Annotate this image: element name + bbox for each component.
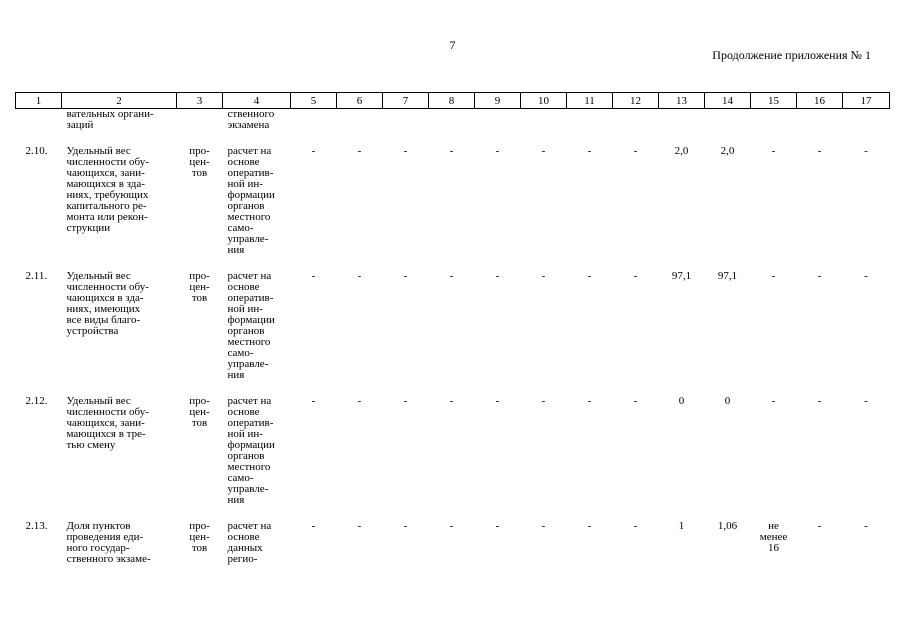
table-row: [16, 146, 890, 256]
value-cell: [613, 109, 659, 132]
column-header-9: 9: [475, 93, 521, 109]
value-cell: [843, 396, 890, 506]
value-cell-text: -: [633, 145, 638, 157]
page-number: 7: [449, 38, 456, 52]
value-cell-text: -: [864, 395, 868, 407]
value-cell-text: -: [449, 145, 454, 157]
value-cell-text: -: [817, 145, 822, 157]
column-header-4: 4: [223, 93, 291, 109]
value-cell-text: 2,0: [720, 145, 735, 157]
calculation-method: [223, 521, 291, 565]
value-cell: [383, 271, 429, 381]
column-header-7: 7: [383, 93, 429, 109]
value-cell-text: -: [771, 145, 776, 157]
calculation-method-text: расчет на основе оператив- ной ин- формации органов местного само- управле- ния: [227, 145, 275, 256]
value-cell: [705, 396, 751, 506]
value-cell: [613, 146, 659, 256]
value-cell-text: 97,1: [717, 270, 738, 282]
column-header-2: 2: [62, 93, 177, 109]
value-cell-text: 0: [678, 395, 685, 407]
value-cell: [567, 521, 613, 565]
value-cell: [797, 521, 843, 565]
value-cell: [429, 396, 475, 506]
value-cell: [291, 271, 337, 381]
value-cell: [843, 521, 890, 565]
value-cell: [843, 271, 890, 381]
value-cell-text: -: [771, 270, 776, 282]
value-cell-text: -: [357, 395, 362, 407]
column-header-10: 10: [521, 93, 567, 109]
value-cell-text: -: [449, 270, 454, 282]
value-cell-text: -: [587, 270, 592, 282]
row-spacer: [16, 381, 890, 396]
unit-of-measure-text: про- цен- тов: [189, 520, 210, 554]
value-cell: [291, 396, 337, 506]
value-cell-text: не менее 16: [759, 520, 788, 554]
value-cell: [521, 146, 567, 256]
value-cell-text: 2,0: [674, 145, 689, 157]
indicator-name: [62, 146, 177, 256]
value-cell-text: -: [541, 395, 546, 407]
value-cell: [291, 146, 337, 256]
calculation-method-text: расчет на основе данных регио-: [227, 520, 272, 565]
value-cell: [659, 109, 705, 132]
value-cell: [843, 146, 890, 256]
value-cell-text: -: [449, 520, 454, 532]
value-cell-text: -: [403, 145, 408, 157]
column-header-3: 3: [177, 93, 223, 109]
value-cell: [475, 146, 521, 256]
value-cell: [659, 271, 705, 381]
value-cell-text: -: [311, 270, 316, 282]
calculation-method-text: ственного экзамена: [227, 108, 275, 131]
value-cell-text: -: [495, 145, 500, 157]
value-cell: [613, 396, 659, 506]
column-header-16: 16: [797, 93, 843, 109]
value-cell-text: -: [311, 395, 316, 407]
indicator-name: [62, 109, 177, 132]
value-cell: [797, 271, 843, 381]
value-cell-text: -: [403, 520, 408, 532]
row-spacer-cell: [16, 256, 890, 271]
value-cell-text: 97,1: [671, 270, 692, 282]
indicator-name-text: Удельный вес численности обу- чающихся, зани- мающихся в тре- тью смену: [66, 395, 149, 451]
value-cell-text: -: [864, 270, 868, 282]
header-row: [16, 93, 890, 109]
column-header-13: 13: [659, 93, 705, 109]
value-cell: [429, 109, 475, 132]
value-cell-text: -: [864, 145, 868, 157]
unit-of-measure: [177, 109, 223, 132]
value-cell: [705, 521, 751, 565]
value-cell: [705, 109, 751, 132]
value-cell: [751, 109, 797, 132]
column-header-14: 14: [705, 93, 751, 109]
value-cell-text: -: [541, 520, 546, 532]
indicator-name-text: вательных органи- заций: [66, 108, 154, 131]
value-cell: [751, 146, 797, 256]
unit-of-measure-text: про- цен- тов: [189, 145, 210, 179]
row-spacer: [16, 506, 890, 521]
unit-of-measure: [177, 396, 223, 506]
value-cell: [521, 109, 567, 132]
value-cell-text: -: [311, 520, 316, 532]
indicator-name-text: Удельный вес численности обу- чающихся в зда- ниях, имеющих все виды благо- устройства: [66, 270, 149, 337]
row-spacer-cell: [16, 381, 890, 396]
value-cell: [475, 271, 521, 381]
table-row: [16, 271, 890, 381]
calculation-method: [223, 396, 291, 506]
value-cell: [475, 521, 521, 565]
value-cell: [521, 271, 567, 381]
row-number: [16, 271, 62, 381]
value-cell: [659, 521, 705, 565]
value-cell: [521, 521, 567, 565]
value-cell: [567, 146, 613, 256]
value-cell: [475, 109, 521, 132]
table-row: [16, 396, 890, 506]
value-cell-text: -: [633, 395, 638, 407]
indicator-name-text: Удельный вес численности обу- чающихся, зани- мающихся в зда- ниях, требующих капитального ре- монта или рекон- струкции: [66, 145, 149, 234]
value-cell-text: -: [633, 270, 638, 282]
value-cell: [843, 109, 890, 132]
value-cell: [613, 271, 659, 381]
value-cell-text: -: [587, 520, 592, 532]
value-cell-text: -: [541, 270, 546, 282]
value-cell: [291, 109, 337, 132]
column-header-15: 15: [751, 93, 797, 109]
column-header-1: 1: [16, 93, 62, 109]
value-cell: [429, 271, 475, 381]
value-cell: [383, 521, 429, 565]
value-cell: [751, 271, 797, 381]
value-cell-text: 1,06: [717, 520, 738, 532]
value-cell: [337, 146, 383, 256]
row-number: [16, 521, 62, 565]
value-cell-text: -: [495, 395, 500, 407]
value-cell-text: -: [357, 270, 362, 282]
value-cell-text: -: [449, 395, 454, 407]
value-cell: [659, 396, 705, 506]
value-cell-text: -: [817, 395, 822, 407]
value-cell-text: -: [864, 520, 868, 532]
value-cell: [751, 521, 797, 565]
value-cell-text: 1: [678, 520, 685, 532]
value-cell: [383, 109, 429, 132]
value-cell: [521, 396, 567, 506]
row-spacer: [16, 256, 890, 271]
table-row: [16, 521, 890, 565]
value-cell-text: -: [357, 520, 362, 532]
indicator-name: [62, 396, 177, 506]
row-number-text: 2.11.: [25, 270, 48, 282]
value-cell-text: -: [495, 270, 500, 282]
indicator-name: [62, 271, 177, 381]
value-cell-text: -: [587, 145, 592, 157]
unit-of-measure: [177, 521, 223, 565]
value-cell: [337, 109, 383, 132]
value-cell: [751, 396, 797, 506]
value-cell: [475, 396, 521, 506]
value-cell: [383, 146, 429, 256]
indicator-name-text: Доля пунктов проведения еди- ного государ- ственного экзаме-: [66, 520, 151, 565]
row-number: [16, 109, 62, 132]
row-spacer-cell: [16, 131, 890, 146]
column-header-8: 8: [429, 93, 475, 109]
calculation-method: [223, 146, 291, 256]
column-header-11: 11: [567, 93, 613, 109]
value-cell: [659, 146, 705, 256]
row-number-text: 2.12.: [25, 395, 48, 407]
value-cell: [797, 109, 843, 132]
value-cell-text: -: [403, 270, 408, 282]
value-cell: [613, 521, 659, 565]
calculation-method: [223, 271, 291, 381]
unit-of-measure: [177, 146, 223, 256]
value-cell-text: -: [633, 520, 638, 532]
value-cell-text: -: [311, 145, 316, 157]
value-cell: [291, 521, 337, 565]
value-cell: [797, 396, 843, 506]
unit-of-measure-text: про- цен- тов: [189, 270, 210, 304]
value-cell: [429, 146, 475, 256]
value-cell: [567, 396, 613, 506]
value-cell-text: -: [541, 145, 546, 157]
indicator-name: [62, 521, 177, 565]
value-cell-text: -: [495, 520, 500, 532]
value-cell: [337, 521, 383, 565]
value-cell: [337, 396, 383, 506]
value-cell: [705, 146, 751, 256]
value-cell-text: -: [771, 395, 776, 407]
row-number: [16, 146, 62, 256]
row-spacer-cell: [16, 506, 890, 521]
value-cell-text: -: [403, 395, 408, 407]
column-header-12: 12: [613, 93, 659, 109]
unit-of-measure-text: про- цен- тов: [189, 395, 210, 429]
value-cell: [429, 521, 475, 565]
table-row: [16, 109, 890, 132]
value-cell-text: -: [587, 395, 592, 407]
value-cell: [567, 109, 613, 132]
calculation-method-text: расчет на основе оператив- ной ин- формации органов местного само- управле- ния: [227, 270, 275, 381]
value-cell: [705, 271, 751, 381]
row-number: [16, 396, 62, 506]
value-cell: [797, 146, 843, 256]
row-number-text: 2.13.: [25, 520, 48, 532]
calculation-method: [223, 109, 291, 132]
value-cell-text: -: [357, 145, 362, 157]
calculation-method-text: расчет на основе оператив- ной ин- формации органов местного само- управле- ния: [227, 395, 275, 506]
continuation-label: Продолжение приложения № 1: [712, 48, 871, 62]
column-header-5: 5: [291, 93, 337, 109]
column-header-6: 6: [337, 93, 383, 109]
indicators-table: [15, 92, 890, 565]
row-number-text: 2.10.: [25, 145, 48, 157]
value-cell-text: -: [817, 270, 822, 282]
unit-of-measure: [177, 271, 223, 381]
column-header-17: 17: [843, 93, 890, 109]
value-cell: [383, 396, 429, 506]
row-spacer: [16, 131, 890, 146]
value-cell: [567, 271, 613, 381]
value-cell: [337, 271, 383, 381]
value-cell-text: 0: [724, 395, 731, 407]
value-cell-text: -: [817, 520, 822, 532]
